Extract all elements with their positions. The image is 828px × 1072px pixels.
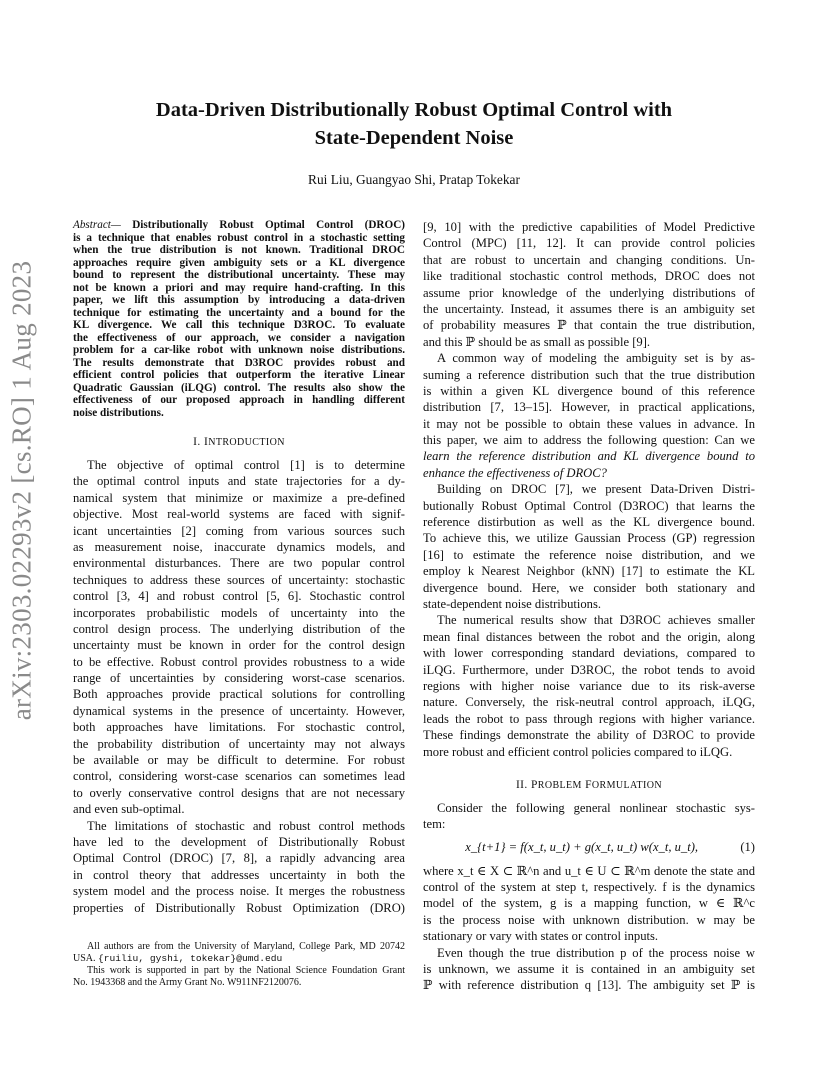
- abstract: [73, 219, 405, 419]
- abstract-label: Abstract—: [73, 219, 121, 231]
- author-list: Rui Liu, Guangyao Shi, Pratap Tokekar: [308, 172, 520, 187]
- abstract-line: bound to represent the distributional uncertainty. These may: [73, 269, 405, 281]
- abstract-line: problem for a car-like robot with unknown noise distributions.: [73, 344, 405, 356]
- right-column: [423, 219, 755, 994]
- right-paragraph-4: The numerical results show that D3ROC achieves smaller mean final distances between the robot and the origin, along with lower corresponding standard deviations, compared to iLQG. Furthermore, under D3ROC, the robot tends to avoid regions with higher noise variance due to its risk-averse nature. Conversely, the risk-neutral control approach, iLQG, leads the robot to pass through regions with higher variance. These findings demonstrate the ability of D3ROC to provide more robust and efficient control policies compared to iLQG.: [423, 613, 755, 759]
- title-line-2: State-Dependent Noise: [314, 127, 514, 149]
- abstract-line: technique for estimating the uncertainty and a bound for the: [73, 306, 405, 319]
- right-paragraph-3: Building on DROC [7], we present Data-Driven Distri- butionally Robust Optimal Control (D3ROC) that learns the reference distirbution as well as the KL divergence bound. To achieve this, we utilize Gaussian Process (GP) regression [16] to estimate the reference noise distribution, and we employ k Nearest Neighbor (kNN) [17] to estimate the KL divergence bound. Here, we consider both stationary and state-dependent noise distributions.: [423, 482, 755, 611]
- abstract-line: efficient control policies that outperform the iterative Linear: [73, 369, 405, 381]
- abstract-line: The results demonstrate that D3ROC provides robust and: [73, 356, 405, 369]
- equation-1: [423, 833, 755, 863]
- abstract-line: KL divergence. We call this technique D3ROC. To evaluate: [73, 319, 405, 331]
- abstract-line: when the true distribution is not known. Traditional DROC: [73, 244, 405, 256]
- intro-paragraph-2: The limitations of stochastic and robust control methods have led to the development of Distributionally Robust Optimal Control (DROC) [7, 8], a rapidly advancing area in control theory that addresses uncertainty in both the system model and the process noise. It merges the robustness properties of Distributionally Robust Optimization (DRO): [73, 818, 405, 915]
- footnotes: [73, 941, 405, 989]
- right-paragraph-1: [9, 10] with the predictive capabilities of Model Predictive Control (MPC) [11, 12]. It can provide control policies that are robust to uncertain and changing conditions. Un- like traditional stochastic control methods, DROC does not assume prior knowledge of the underlying distributions of the uncertainty. Instead, it assumes there is an ambiguity set of probability measures ℙ that contain the true distribution, and this ℙ should be as small as possible [9].: [423, 220, 755, 349]
- equation-number: (1): [740, 840, 755, 855]
- intro-paragraph-1: The objective of optimal control [1] is to determine the optimal control inputs and state trajectories for a dy- namical system that minimize or maximize a pre-defined objective. Most real-world systems are faced with signif- icant uncertainties [2] coming from various sources such as measurement noise, inaccurate dynamics models, and environmental disturbances. There are two popular control techniques to address these sources of uncertainty: stochastic control [3, 4] and robust control [5, 6]. Stochastic control incorporates probabilistic models of uncertainty into the control design process. The underlying distribution of the uncertainty must be known in order for the control design to be effective. Robust control provides robustness to a wide range of uncertainties by considering worst-case scenarios. Both approaches provide practical solutions for controlling dynamical systems in the presence of uncertainty. However, both approaches have limitations. For stochastic control, the probability distribution of uncertainty may not always be available or may be difficult to determine. For robust control, considering worst-case scenarios can sometimes lead to overly conservative control designs that are not necessary and even sub-optimal.: [73, 458, 405, 817]
- arxiv-identifier: arXiv:2303.02293v2 [cs.RO] 1 Aug 2023: [6, 260, 37, 720]
- footnote-grants: No. 1943368 and the Army Grant No. W911NF2120076.: [73, 977, 302, 988]
- section-heading-introduction: I. INTRODUCTION: [193, 436, 285, 448]
- author-emails: {ruiliu, gyshi, tokekar}@umd.edu: [98, 953, 283, 964]
- footnote-emails: USA. {ruiliu, gyshi, tokekar}@umd.edu: [73, 953, 283, 964]
- problem-intro: Consider the following general nonlinear stochastic sys- tem:: [423, 800, 755, 832]
- equation-body: x_{t+1} = f(x_t, u_t) + g(x_t, u_t) w(x_t, u_t),: [465, 840, 699, 855]
- right-paragraph-2: A common way of modeling the ambiguity set is by as- suming a reference distribution such that the true distribution is within a given KL divergence bound of this reference distribution [7, 13–15]. However, in practical applications, it may not be possible to obtain these values in advance. In this paper, we aim to address the following question: Can we learn the reference distribution and KL divergence bound to enhance the effectiveness of DROC?: [423, 351, 755, 480]
- abstract-line: Quadratic Gaussian (iLQG) control. The results also show the: [73, 381, 405, 394]
- abstract-line: Abstract— Distributionally Robust Optimal Control (DROC): [73, 219, 405, 231]
- section-heading-problem-formulation: II. PROBLEM FORMULATION: [515, 778, 663, 791]
- arxiv-side-stamp: [2, 260, 42, 720]
- paper-title: [74, 96, 754, 152]
- abstract-line: the effectiveness of our approach, we consider a navigation: [73, 331, 405, 344]
- abstract-line: is a technique that enables robust control in a stochastic setting: [73, 231, 405, 244]
- equation-explanation: where x_t ∈ X ⊂ ℝ^n and u_t ∈ U ⊂ ℝ^m denote the state and control of the system at step t, respectively. f is the dynamics model of the system, g is a mapping function, w ∈ ℝ^c is the process noise with unknown distribution. w may be stationary or vary with states or control inputs.: [423, 863, 755, 944]
- ambiguity-set-paragraph: Even though the true distribution p of the process noise w is unknown, we assume it is contained in an ambiguity set ℙ with reference distribution q [13]. The ambiguity set ℙ is: [423, 945, 755, 993]
- abstract-line: noise distributions.: [73, 406, 164, 419]
- abstract-line: approaches require given ambiguity sets or a KL divergence: [73, 256, 405, 269]
- abstract-line: paper, we lift this assumption by introducing a data-driven: [73, 294, 405, 306]
- abstract-line: effectiveness of our proposed approach in handling different: [73, 394, 405, 406]
- title-line-1: Data-Driven Distributionally Robust Optimal Control with: [155, 99, 673, 121]
- footnote-affiliation: All authors are from the University of Maryland, College Park, MD 20742: [87, 941, 405, 952]
- left-column: [73, 219, 405, 916]
- footnote-funding: This work is supported in part by the National Science Foundation Grant: [87, 965, 405, 976]
- abstract-line: not be known a priori and may require hand-crafting. In this: [73, 281, 405, 294]
